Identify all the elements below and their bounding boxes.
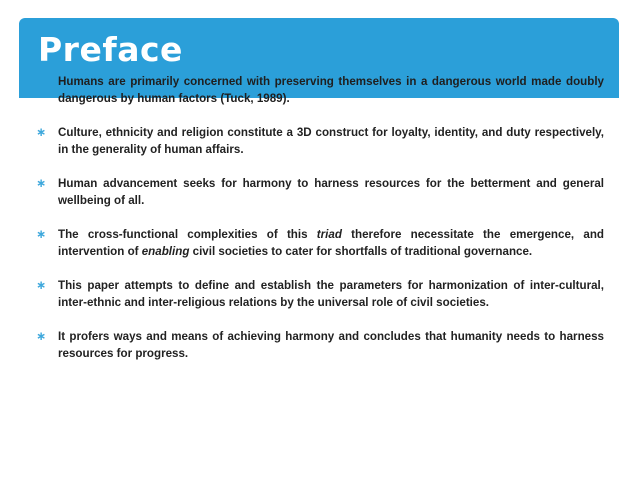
- asterisk-icon: ∗: [36, 278, 47, 292]
- asterisk-icon: ∗: [36, 125, 47, 139]
- asterisk-icon: ∗: [36, 176, 47, 190]
- bullet-item: [36, 226, 604, 260]
- bullet-text: Humans are primarily concerned with preserving themselves in a dangerous world made doubly dangerous by human factors (Tuck, 1989).: [58, 75, 604, 105]
- bullet-item: [36, 124, 604, 158]
- bullet-text: Human advancement seeks for harmony to harness resources for the betterment and general wellbeing of all.: [58, 177, 604, 207]
- bullet-text: Culture, ethnicity and religion constitute a 3D construct for loyalty, identity, and duty respectively, in the generality of human affairs.: [58, 126, 604, 156]
- bullet-text: It profers ways and means of achieving harmony and concludes that humanity needs to harness resources for progress.: [58, 330, 604, 360]
- emphasis-triad: triad: [316, 228, 342, 241]
- bullet-item: [36, 328, 604, 362]
- bullet-list: [36, 73, 604, 379]
- bullet-text: The cross-functional complexities of this triad therefore necessitate the emergence, and intervention of enabling civil societies to cater for shortfalls of traditional governance.: [58, 228, 604, 258]
- bullet-item: [36, 73, 604, 107]
- asterisk-icon: ∗: [36, 329, 47, 343]
- bullet-item: [36, 277, 604, 311]
- asterisk-icon: ∗: [36, 227, 47, 241]
- emphasis-enabling: enabling: [141, 245, 190, 258]
- bullet-text: This paper attempts to define and establish the parameters for harmonization of inter-cultural, inter-ethnic and inter-religious relations by the universal role of civil societies.: [58, 279, 604, 309]
- bullet-item: [36, 175, 604, 209]
- slide-title: Preface: [38, 30, 183, 69]
